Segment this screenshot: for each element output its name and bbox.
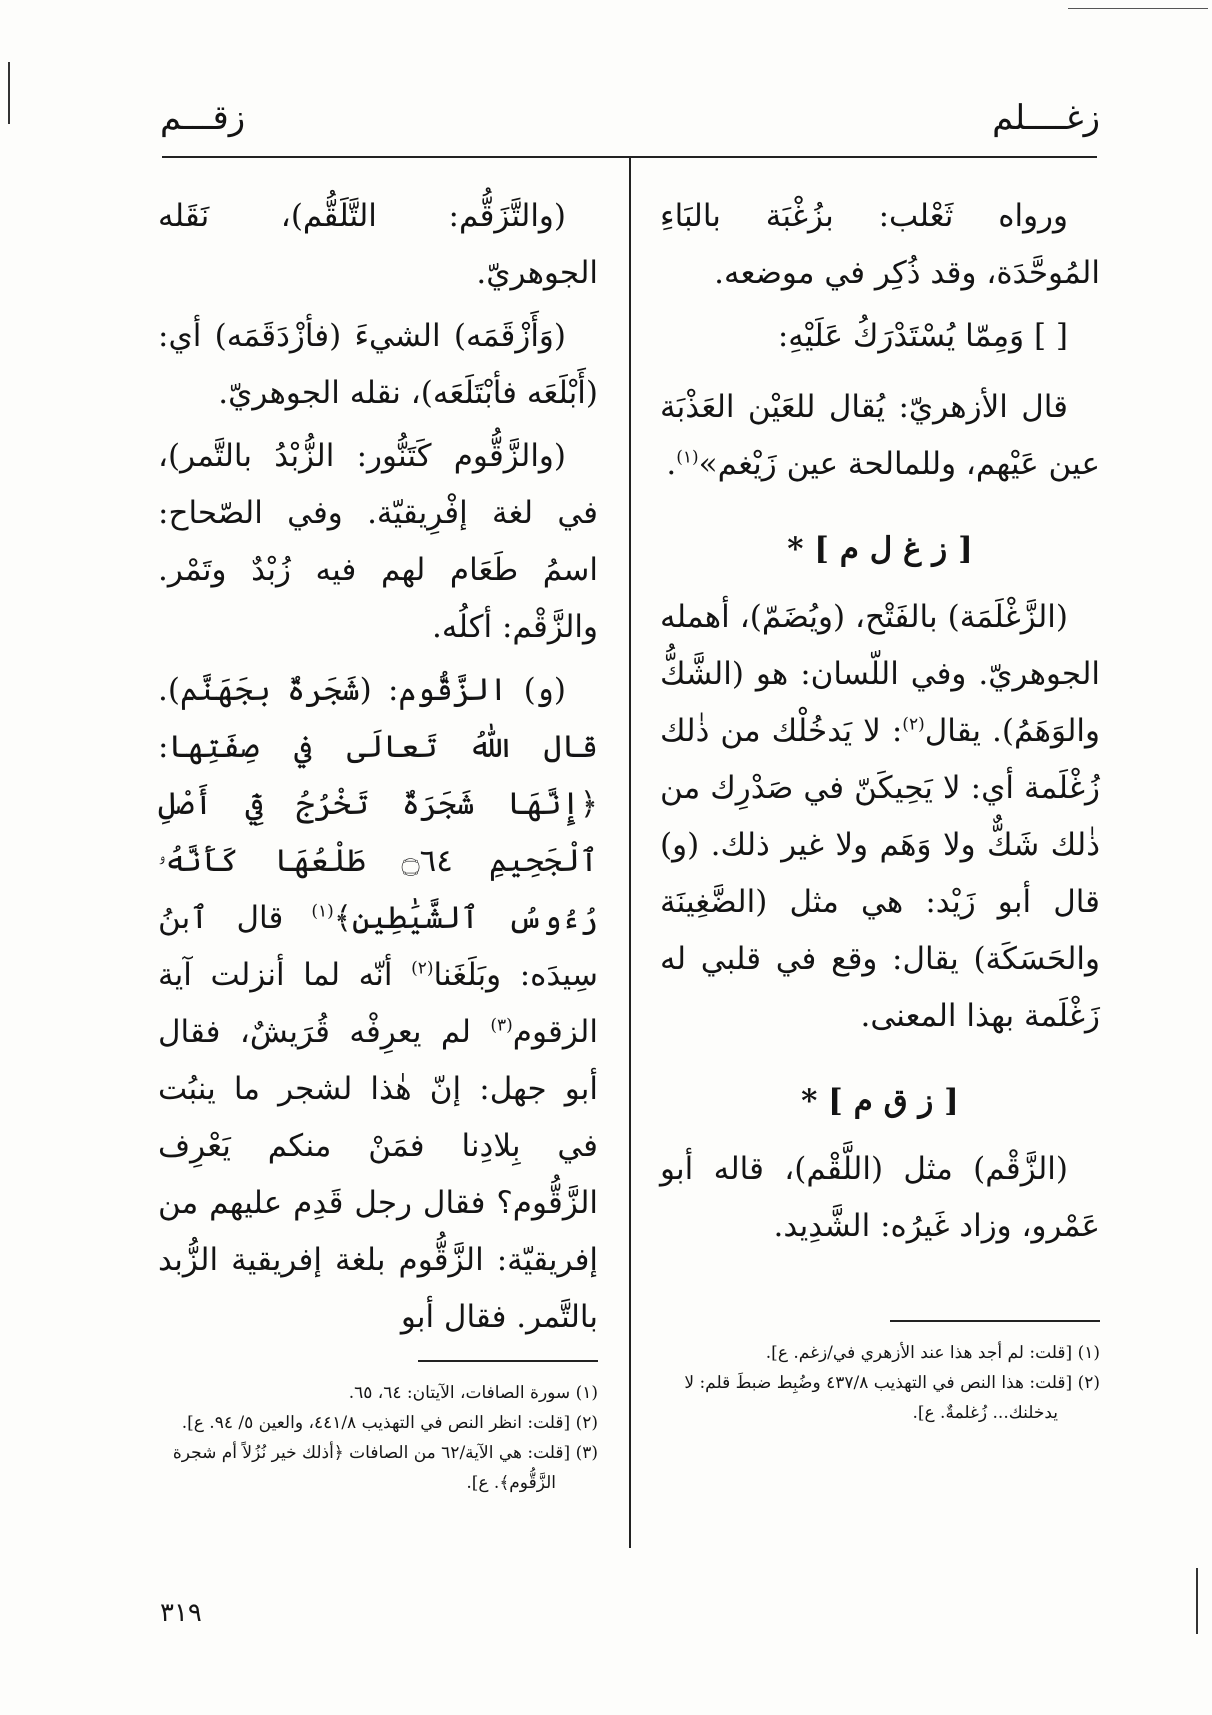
footnote-rule-left — [418, 1360, 598, 1362]
header-left-word: زقـــم — [160, 98, 246, 138]
header-right-word: زغــــلم — [992, 98, 1100, 138]
left-para-4d: لم يعرِفْه قُرَيشٌ، فقال أبو جهل: إنّ هٰذا لشجر ما ينبُت في بِلادِنا فمَنْ منكم يَعْرِف الزَّقُّوم؟ فقال رجل قَدِم عليهم من إفريقيّة: الزَّقُّوم بلغة إفريقية الزُّبد بالتَّمر. فقال أبو — [158, 1014, 598, 1335]
left-para-4c: أنّه لما أنزلت آية الزقوم — [158, 957, 598, 1050]
right-para-4 — [660, 589, 1100, 1045]
right-column — [660, 188, 1100, 1261]
page-number: ٣١٩ — [160, 1598, 202, 1628]
right-para-4b: : لا يَدخُلْك من ذٰلك زُغْلَمة أي: لا يَحِيكَنّ في صَدْرِك من ذٰلك شَكٌّ ولا وَهَم ولا غير ذلك. (و) قال أبو زَيْد: هي مثل (الضَّغِينَة والحَسَكَة) يقال: وقع في قلبي له زَغْلَمة بهذا المعنى. — [660, 713, 1100, 1034]
footnote-item: (٢) [قلت: هذا النص في التهذيب ٤٣٧/٨ وضُبِط ضبطَ قلم: لا يدخلنك... زُغلمةٌ. ع]. — [684, 1373, 1100, 1423]
left-para-4a: (و) الزَّقُّوم: (شَجَرةٌ بجَهَنَّم). قال اللّٰهُ تَعالَى في صِفَتِها: ﴿إِنَّهَا شَجَرَةٌ تَخْرُجُ فِيٓ أَصْلِ ٱلْجَحِيمِ ۝٦٤ طَلْعُهَا كَأَنَّهُۥ رُءُوسُ ٱلشَّيَٰطِينِ﴾ — [158, 672, 598, 936]
column-divider — [629, 158, 631, 1548]
right-para-3-end: . — [666, 446, 677, 482]
footnote-item: (١) سورة الصافات، الآيتان: ٦٤، ٦٥. — [348, 1383, 598, 1403]
footnote-ref: (٣) — [490, 1015, 513, 1036]
footnote-ref: (١) — [311, 901, 334, 922]
right-para-3-text: قال الأزهريّ: يُقال للعَيْن العَذْبَة عين عَيْهم، وللمالحة عين زَيْغم» — [660, 389, 1100, 482]
right-para-4a: (الزَّغْلَمَة) بالفَتْح، (ويُضَمّ)، أهمله الجوهريّ. وفي اللّسان: هو (الشَّكُّ والوَهَمُ). يقال — [660, 599, 1100, 749]
footnote-item: (٢) [قلت: انظر النص في التهذيب ٤٤١/٨، والعين ٥/ ٩٤. ع]. — [181, 1413, 598, 1433]
right-para-1: ورواه ثَعْلب: بزُغْبَة بالبَاءِ المُوحَّدَة، وقد ذُكِر في موضعه. — [660, 198, 1100, 291]
footnote-rule-right — [890, 1320, 1100, 1322]
scan-edge-left-line — [8, 62, 10, 124]
footnote-item: (١) [قلت: لم أجد هذا عند الأزهري في/زغم. ع]. — [765, 1343, 1100, 1363]
entry-heading-zghlm: [ ز غ ل م ] * — [787, 531, 973, 567]
right-para-2: [ ] وَمِمّا يُسْتَدْرَكُ عَلَيْهِ: — [777, 318, 1068, 354]
left-para-3: (والزَّقُّوم كَتَنُّور: الزُّبْدُ بالتَّمر)، في لغة إفْرِيقيّة. وفي الصّحاح: اسمُ طَعَام لهم فيه زُبْدٌ وتَمْر. والزَّقْم: أكلُه. — [158, 438, 598, 645]
footnote-ref: (١) — [676, 447, 699, 468]
left-para-4 — [158, 662, 598, 1346]
left-column — [158, 188, 598, 1352]
right-para-5: (الزَّقْم) مثل (اللَّقْم)، قاله أبو عَمْرو، وزاد غَيرُه: الشَّدِيد. — [660, 1151, 1100, 1244]
scan-edge-top-line — [1068, 8, 1208, 9]
footnotes-right — [660, 1338, 1100, 1428]
footnote-item: (٣) [قلت: هي الآية/٦٢ من الصافات ﴿أذلك خير نُزُلاً أم شجرة الزَّقُّوم﴾. ع]. — [172, 1443, 598, 1493]
left-para-2: (وَأَزْقَمَه) الشيءَ (فأزْدَقَمَه) أي: (أَبْلَعَه فأبْتَلَعَه)، نقله الجوهريّ. — [158, 318, 598, 411]
left-para-4b: قال ٱبنُ سِيدَه: وبَلَغَنا — [158, 900, 598, 993]
footnotes-left — [158, 1378, 598, 1498]
entry-heading-zqm: [ ز ق م ] * — [801, 1083, 959, 1119]
scan-edge-right-line — [1196, 1568, 1198, 1634]
footnote-ref: (٢) — [902, 714, 925, 735]
left-para-1: (والتَّزَقُّم: التَّلَقُّم)، نَقَله الجوهريّ. — [158, 198, 598, 291]
right-para-3 — [660, 379, 1100, 493]
footnote-ref: (٢) — [411, 958, 434, 979]
